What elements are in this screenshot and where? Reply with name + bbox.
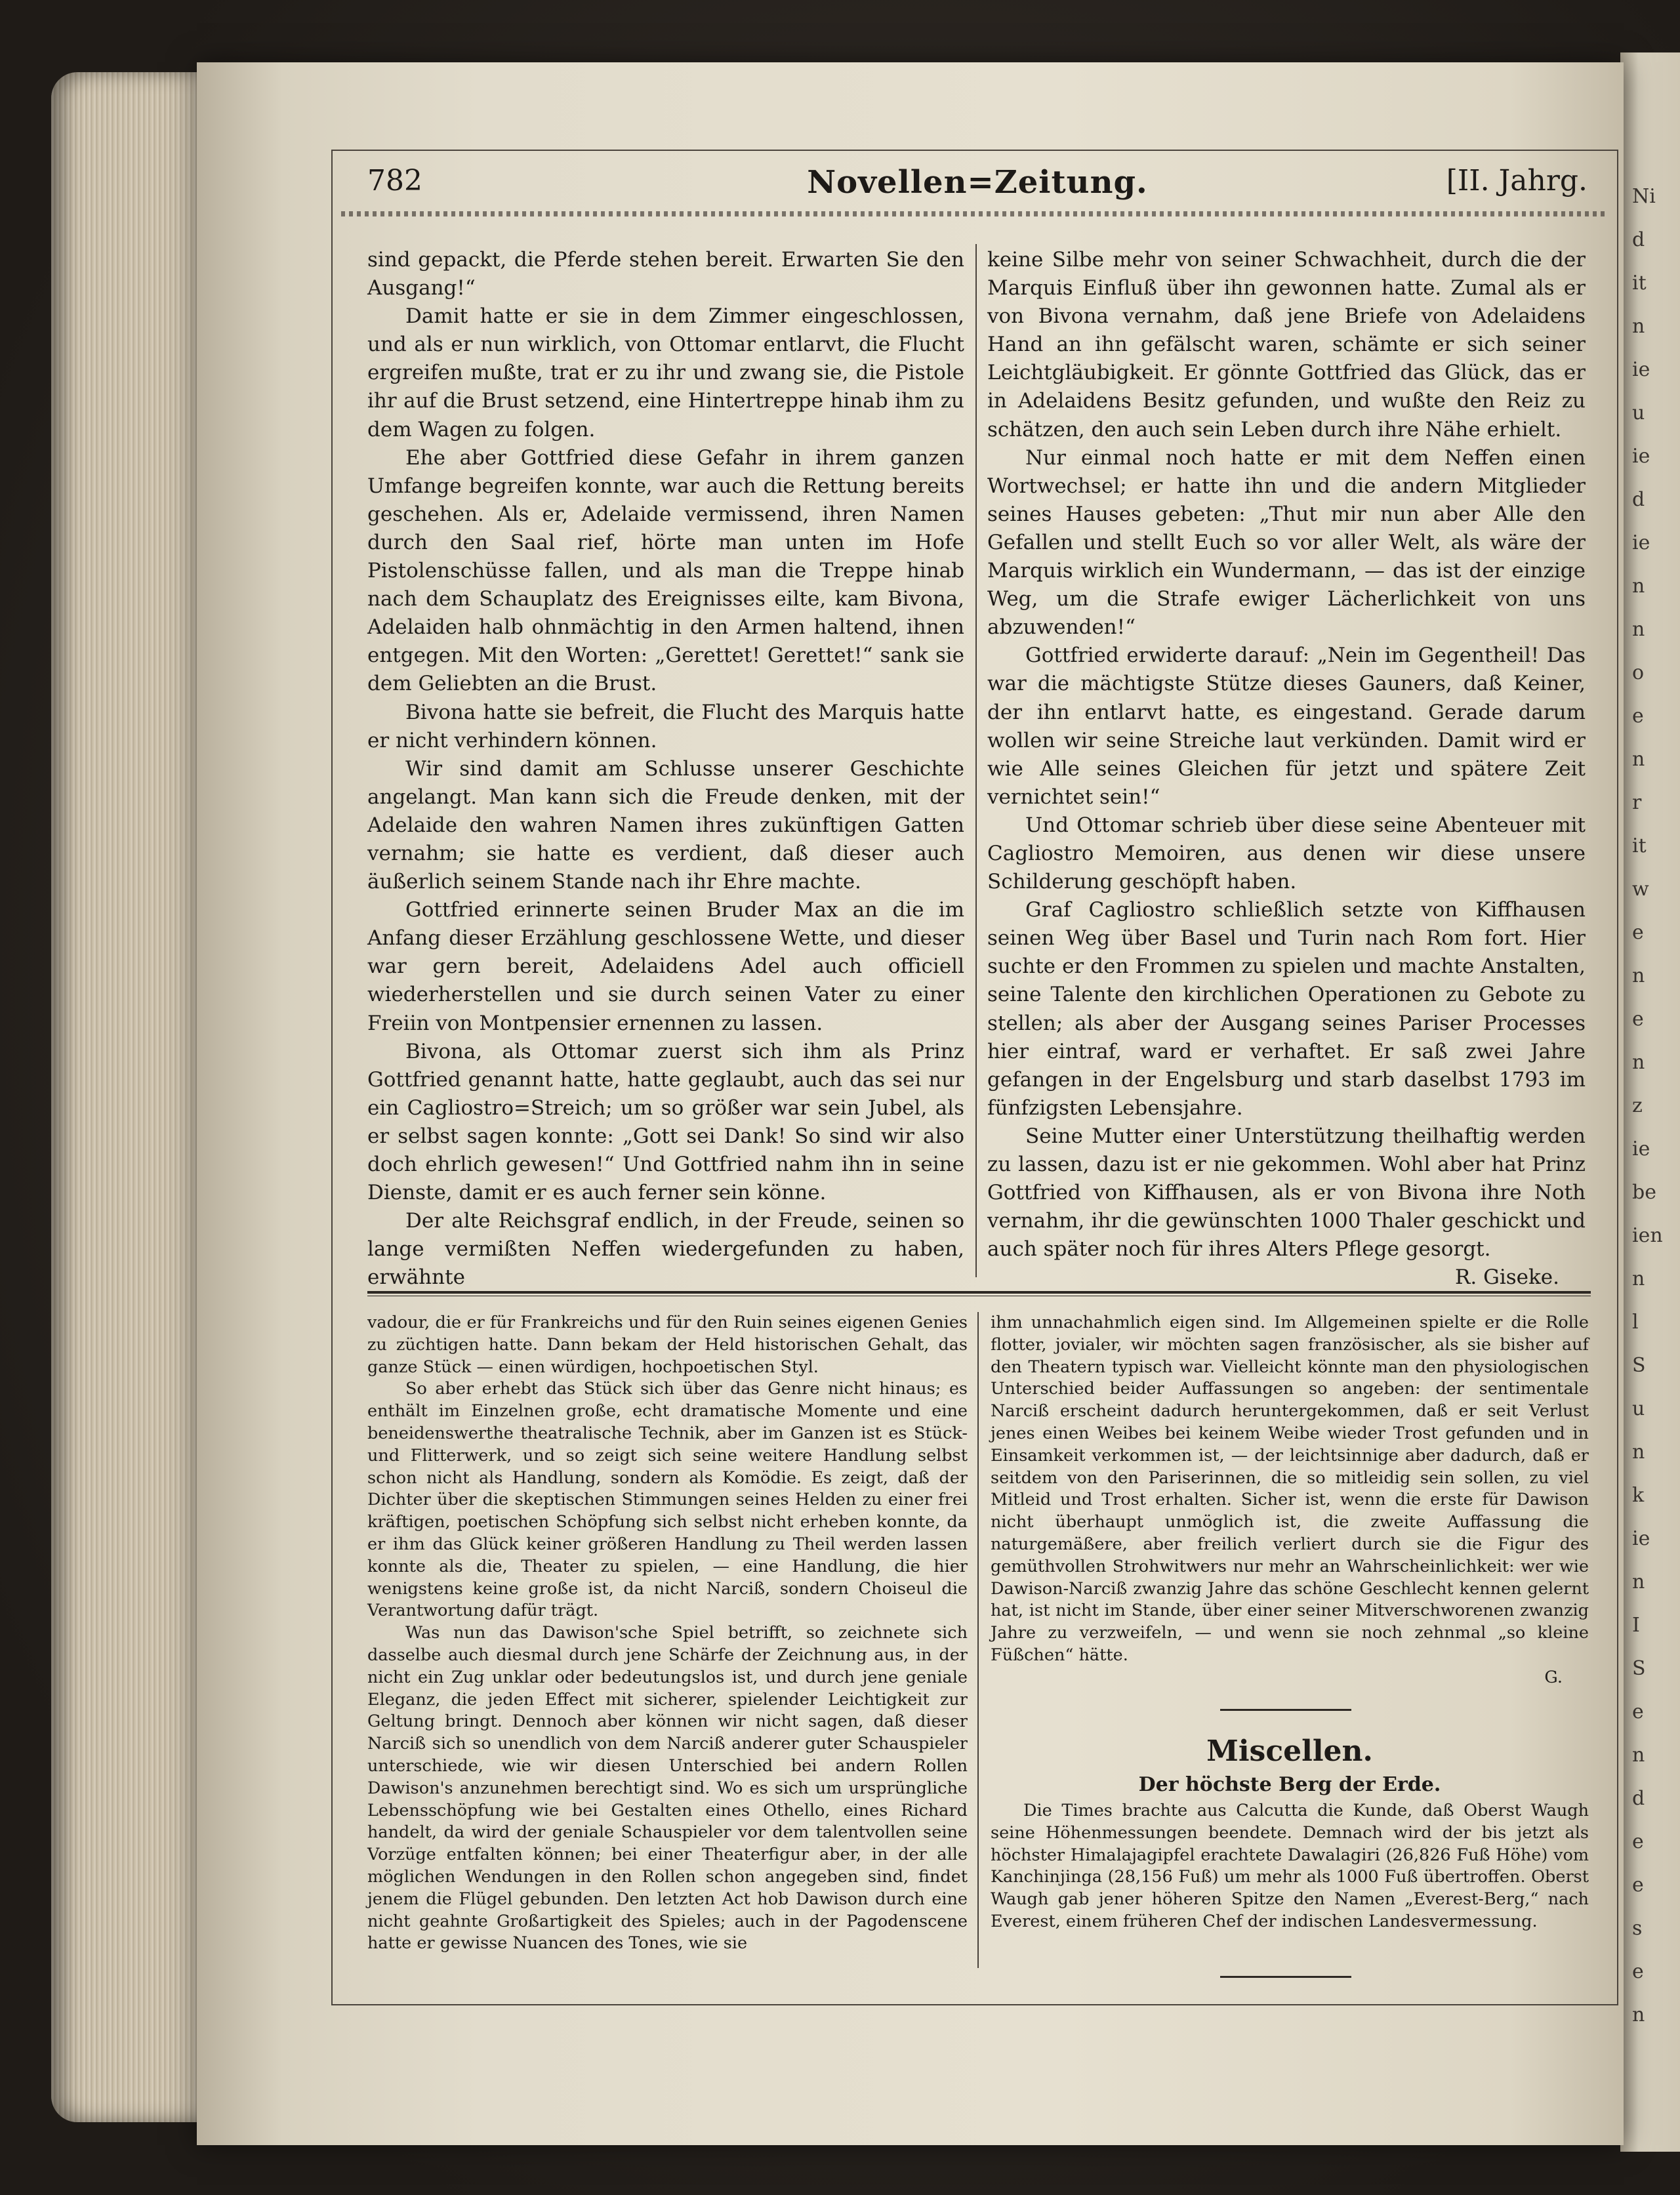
paragraph: Damit hatte er sie in dem Zimmer eingeschlossen, und als er nun wirklich, von Ottomar entlarvt, die Flucht ergreifen mußte, trat er zu ihr und zwang sie, die Pistole ihr auf die Brust setzend, eine Hintertreppe hinab ihm zu dem Wagen zu folgen. [367, 304, 964, 441]
next-page-fragment: n [1632, 2003, 1645, 2026]
story-column-left [367, 246, 964, 1292]
next-page-fragment: n [1632, 1267, 1645, 1290]
paragraph: sind gepackt, die Pferde stehen bereit. Erwarten Sie den Ausgang!“ [367, 248, 964, 300]
paragraph: Der alte Reichsgraf endlich, in der Freude, seinen so lange vermißten Neffen wiedergefunden zu haben, erwähnte [367, 1209, 964, 1290]
next-page-fragment: w [1632, 878, 1649, 901]
next-page-fragment: it [1632, 834, 1647, 857]
column-divider [975, 244, 977, 1277]
review-column-left [367, 1312, 968, 1955]
paragraph: Und Ottomar schrieb über diese seine Abenteuer mit Cagliostro Memoiren, aus denen wir diese unsere Schilderung geschöpft haben. [987, 813, 1586, 894]
next-page-fragment: e [1632, 1960, 1644, 1983]
next-page-fragment: k [1632, 1484, 1645, 1507]
next-page-fragment: e [1632, 1830, 1644, 1853]
next-page-fragment: ien [1632, 1224, 1663, 1247]
next-page-fragment: e [1632, 1874, 1644, 1897]
story-column-right [987, 246, 1586, 1292]
journal-title: Novellen=Zeitung. [807, 164, 1148, 201]
next-page-fragment: e [1632, 921, 1644, 944]
next-page-fragment: n [1632, 748, 1645, 771]
paragraph: Bivona hatte sie befreit, die Flucht des Marquis hatte er nicht verhindern können. [367, 700, 964, 752]
review-column-right [991, 1312, 1589, 1689]
next-page-fragment: n [1632, 315, 1645, 338]
next-page-fragment: r [1632, 791, 1642, 814]
next-page-fragment: e [1632, 1008, 1644, 1031]
next-page-fragment: n [1632, 1441, 1645, 1464]
paragraph: Wir sind damit am Schlusse unserer Geschichte angelangt. Man kann sich die Freude denken, mit der Adelaide den wahren Namen ihres zukünftigen Gatten vernahm; sie hatte es verdient, daß dieser auch äußerlich seinem Stande nach ihr Ehre machte. [367, 756, 964, 894]
next-page-fragment: n [1632, 1570, 1645, 1593]
paragraph: So aber erhebt das Stück sich über das Genre nicht hinaus; es enthält im Einzelnen große, echt dramatische Momente und eine beneidenswerthe theatralische Technik, aber im Ganzen ist es Stück- und Flitterwerk, und so zeigt sich seine weitere Handlung selbst schon nicht als Handlung, sondern als Komödie. Es zeigt, daß der Dichter über die skeptischen Stimmungen seines Helden zu einer frei kräftigen, poetischen Schöpfung sich selbst nicht erheben konnte, da er ihm das Glück keiner größeren Handlung zu Theil werden lassen konnte als die, Theater zu spielen, — eine Handlung, die hier wenigstens keine große ist, da nicht Narciß, sondern Choiseul die Verantwortung dafür trägt. [367, 1379, 968, 1621]
next-page-fragment: ie [1632, 531, 1650, 554]
next-page-fragment: d [1632, 228, 1645, 251]
page-header [367, 164, 1588, 210]
miscellen-body: Die Times brachte aus Calcutta die Kunde, daß Oberst Waugh seine Höhenmessungen beendete. Demnach wird der bis jetzt als höchster Himalajagipfel erachtete Dawalagiri (26,826 Fuß Höhe) vom Kanchinjinga (28,156 Fuß) um mehr als 1000 Fuß übertroffen. Oberst Waugh gab jener höheren Spitze den Namen „Everest-Berg,“ nach Everest, einem früheren Chef der indischen Landesvermessung. [991, 1801, 1589, 1931]
next-page-fragment: it [1632, 272, 1647, 295]
miscellen-heading: Miscellen. [1206, 1734, 1373, 1768]
paragraph: ihm unnachahmlich eigen sind. Im Allgemeinen spielte er die Rolle flotter, jovialer, wir möchten sagen französischer, als sie bisher auf den Theatern typisch war. Vielleicht könnte man den physiologischen Unterschied beider Auffassungen so angeben: der sentimentale Narciß erscheint dadurch heruntergekommen, daß er seit Verlust jenes einen Weibes bei keinem Weibe wieder Trost gefunden und in Einsamkeit verkommen ist, — der leichtsinnige aber dadurch, daß er seitdem von den Pariserinnen, die so mitleidig sein sollen, zu viel Mitleid und Trost erhalten. Sicher ist, wenn die erste für Dawison nicht überhaupt unmöglich ist, die zweite Auffassung die naturgemäßere, aber freilich verliert durch sie die Figur des gemüthvollen Strohwitwers nur mehr an Wahrscheinlichkeit: wer wie Dawison-Narciß zwanzig Jahre das schöne Geschlecht kennen gelernt hat, ist nicht im Stande, über einer seiner Mitverschworenen zwanzig Jahre zu verzweifeln, — und wenn sie noch zehnmal „so kleine Füßchen“ hätte. [991, 1313, 1589, 1665]
next-page-fragment: d [1632, 488, 1645, 511]
next-page-fragment: u [1632, 401, 1645, 424]
column-divider-lower [977, 1312, 979, 1968]
next-page-fragment: n [1632, 964, 1645, 987]
next-page-fragment: d [1632, 1787, 1645, 1810]
next-page-fragment: e [1632, 1700, 1644, 1723]
next-page-fragment: S [1632, 1657, 1646, 1680]
next-page-fragment: be [1632, 1181, 1656, 1204]
next-page-fragment: ie [1632, 1527, 1650, 1550]
paragraph: Nur einmal noch hatte er mit dem Neffen einen Wortwechsel; er hatte ihn und die andern Mitglieder seines Hauses gebeten: „Thut mir nun aber Alle den Gefallen und stellt Euch so vor aller Welt, als wäre der Marquis wirklich ein Wundermann, — das ist der einzige Weg, um die Strafe ewiger Lächerlichkeit von uns abzuwenden!“ [987, 445, 1586, 640]
miscellen-subheading: Der höchste Berg der Erde. [1138, 1773, 1441, 1796]
miscellen-section [991, 1725, 1589, 1933]
next-page-fragment: n [1632, 618, 1645, 641]
next-page-fragment: o [1632, 661, 1645, 684]
paragraph: Was nun das Dawison'sche Spiel betrifft, so zeichnete sich dasselbe auch diesmal durch jene Schärfe der Zeichnung aus, in der nicht ein Zug unklar oder bedeutungslos ist, und durch jene geniale Eleganz, die jeden Effect mit sicherer, spielender Leichtigkeit zur Geltung bringt. Dennoch aber können wir nicht sagen, daß dieser Narciß sich so unendlich von dem Narciß anderer guter Schauspieler unterschiede, wie wir diesen Unterschied bei andern Rollen Dawison's anzunehmen berechtigt sind. Wo es sich um ursprüngliche Lebensschöpfung wie bei Gestalten eines Othello, eines Richard handelt, da wird der geniale Schauspieler vor dem talentvollen seine Vorzüge entfalten können; bei einer Theaterfigur aber, in der alle möglichen Wendungen in den Rollen schon angegeben sind, findet jenem die Flügel gebunden. Den letzten Act hob Dawison durch eine nicht geahnte Großartigkeit des Spieles; auch in der Pagodenscene hatte er gewisse Nuancen des Tones, wie sie [367, 1623, 968, 1954]
next-page-edge [1620, 52, 1680, 2152]
miscellen-top-rule [1220, 1709, 1351, 1711]
paragraph: Gottfried erwiderte darauf: „Nein im Gegentheil! Das war die mächtigste Stütze dieses Gauners, daß Keiner, der ihn entlarvt hatte, es eingestand. Gerade darum wollen wir seine Streiche laut verkünden. Damit wird er wie Alle seines Gleichen für jetzt und spätere Zeit vernichtet sein!“ [987, 644, 1586, 809]
volume-label: [II. Jahrg. [1446, 164, 1588, 197]
paragraph: Bivona, als Ottomar zuerst sich ihm als Prinz Gottfried genannt hatte, hatte geglaubt, auch das sei nur ein Cagliostro=Streich; um so größer war sein Jubel, als er selbst sagen konnte: „Gott sei Dank! So sind wir also doch ehrlich gewesen!“ Und Gottfried nahm ihn in seine Dienste, damit er es auch ferner sein könne. [367, 1039, 964, 1205]
next-page-fragment: l [1632, 1311, 1639, 1334]
next-page-fragment: Ni [1632, 185, 1656, 208]
next-page-fragment: I [1632, 1614, 1640, 1637]
miscellen-bottom-rule [1220, 1976, 1351, 1978]
next-page-fragment: S [1632, 1354, 1646, 1377]
next-page-fragment: n [1632, 1744, 1645, 1767]
next-page-fragment: n [1632, 1051, 1645, 1074]
header-rule [341, 211, 1607, 216]
paragraph: Graf Cagliostro schließlich setzte von Kiffhausen seinen Weg über Basel und Turin nach Rom fort. Hier suchte er den Frommen zu spielen und machte Anstalten, seine Talente den kirchlichen Operationen zu Gebote zu stellen; als aber der Ausgang seines Pariser Processes hier eintraf, ward er verhaftet. Er saß zwei Jahre gefangen in der Engelsburg und starb daselbst 1793 im fünfzigsten Lebensjahre. [987, 898, 1586, 1120]
paragraph: keine Silbe mehr von seiner Schwachheit, durch die der Marquis Einfluß über ihn gewonnen hatte. Zumal als er von Bivona vernahm, daß jene Briefe von Adelaidens Hand an ihn gefälscht waren, schämte er sich seiner Leichtgläubigkeit. Er gönnte Gottfried das Glück, das er in Adelaidens Besitz gefunden, und wußte den Reiz zu schätzen, den auch sein Leben durch ihre Nähe erhielt. [987, 248, 1586, 441]
next-page-fragment: e [1632, 705, 1644, 728]
paragraph: Ehe aber Gottfried diese Gefahr in ihrem ganzen Umfange begreifen konnte, war auch die Rettung bereits geschehen. Als er, Adelaide vermissend, ihren Namen durch den Saal rief, hörte man unten im Hofe Pistolenschüsse fallen, und als man die Treppe hinab nach dem Schauplatz des Ereignisses eilte, kam Bivona, Adelaiden halb ohnmächtig in den Armen haltend, ihnen entgegen. Mit den Worten: „Gerettet! Gerettet!“ sank sie dem Geliebten an die Brust. [367, 445, 964, 696]
next-page-fragment: ie [1632, 445, 1650, 468]
paragraph: Gottfried erinnerte seinen Bruder Max an die im Anfang dieser Erzählung geschlossene Wette, und dieser war gern bereit, Adelaidens Adel auch officiell wiederherstellen und sie durch seinen Vater zu einer Freiin von Montpensier ernennen zu lassen. [367, 898, 964, 1035]
next-page-fragment: ie [1632, 358, 1650, 381]
next-page-fragment: z [1632, 1094, 1643, 1117]
next-page-fragment: n [1632, 575, 1645, 598]
author-signature: G. [1544, 1667, 1563, 1687]
page-number: 782 [367, 164, 422, 197]
section-rule [367, 1291, 1591, 1294]
author-signature: R. Giseke. [1455, 1265, 1559, 1290]
paragraph: Seine Mutter einer Unterstützung theilhaftig werden zu lassen, dazu ist er nie gekommen. Wohl aber hat Prinz Gottfried von Kiffhausen, als er von Bivona ihre Noth vernahm, ihr die gewünschten 1000 Thaler geschickt und auch später noch für ihres Alters Pflege gesorgt. [987, 1124, 1586, 1262]
next-page-fragment: ie [1632, 1138, 1650, 1160]
next-page-fragment: u [1632, 1397, 1645, 1420]
paragraph: vadour, die er für Frankreichs und für den Ruin seines eigenen Genies zu züchtigen hatte. Dann bekam der Held historischen Gehalt, das ganze Stück — einen würdigen, hochpoetischen Styl. [367, 1313, 968, 1377]
next-page-fragment: s [1632, 1917, 1643, 1940]
